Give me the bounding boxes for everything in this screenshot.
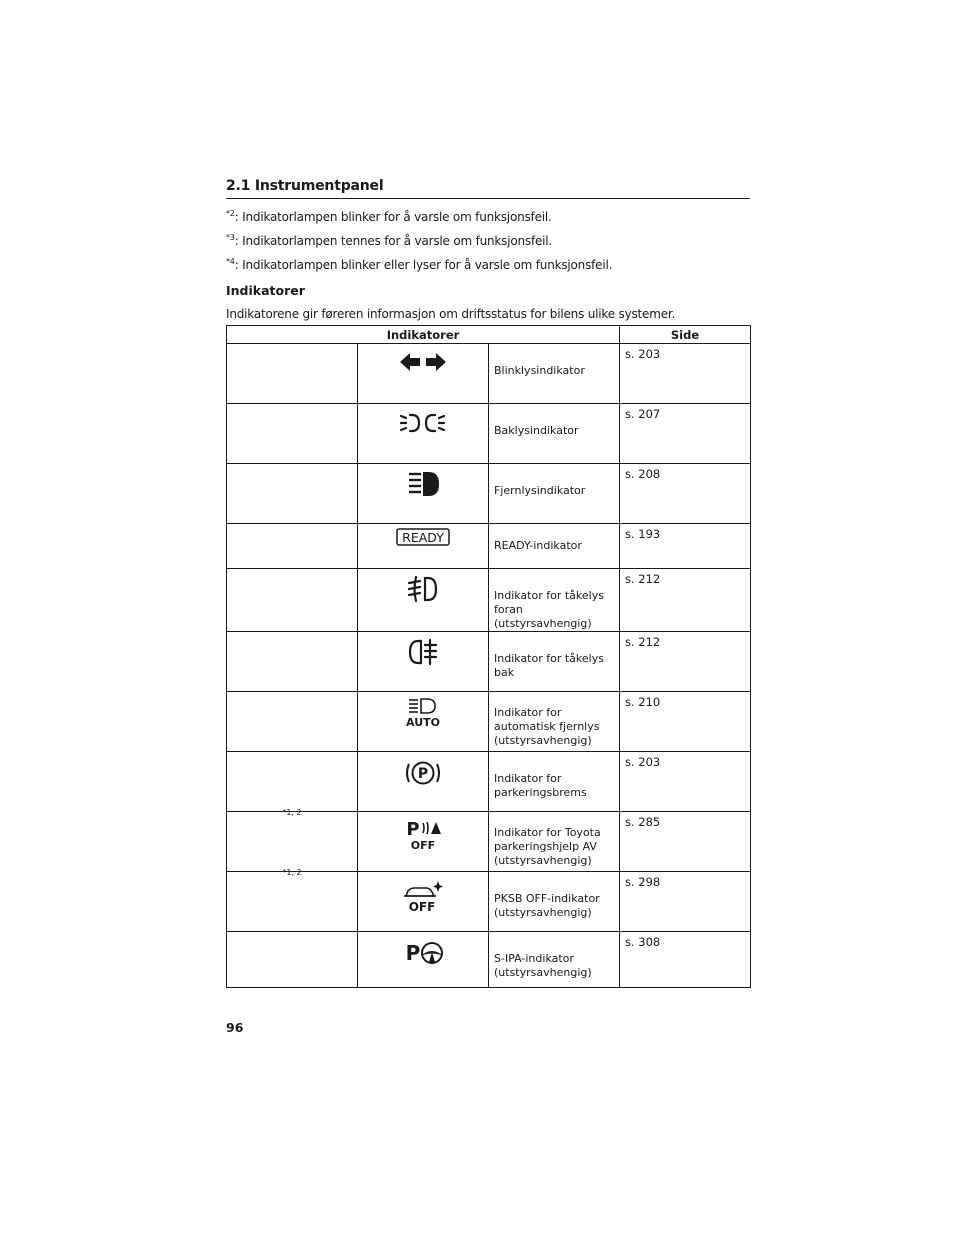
front-fog-light-icon [403, 575, 443, 603]
row-page: s. 203 [620, 344, 751, 404]
row-page: s. 208 [620, 464, 751, 524]
row-mark [227, 404, 358, 464]
footnote-4 [226, 257, 612, 272]
s-ipa-icon-letter: P [405, 941, 421, 965]
rear-fog-light-icon [403, 638, 443, 666]
row-page: s. 203 [620, 752, 751, 812]
row-mark [227, 464, 358, 524]
table-row [227, 872, 751, 932]
footnote-mark: *4 [226, 257, 235, 266]
table-row [227, 752, 751, 812]
tail-light-icon [398, 410, 448, 436]
auto-high-beam-icon [403, 698, 443, 728]
ready-icon-text: READY [402, 530, 444, 545]
indicators-table [226, 325, 751, 988]
row-description: Indikator for tåkelys bak [489, 632, 620, 692]
row-mark [227, 524, 358, 569]
row-mark [227, 344, 358, 404]
footnote-3 [226, 233, 552, 248]
row-page: s. 298 [620, 872, 751, 932]
table-row [227, 692, 751, 752]
s-ipa-icon [401, 938, 445, 968]
table-row [227, 932, 751, 988]
footnote-2 [226, 209, 552, 224]
footnote-mark: *3 [226, 233, 235, 242]
turn-signal-icon [398, 350, 448, 374]
row-page: s. 212 [620, 632, 751, 692]
row-page: s. 308 [620, 932, 751, 988]
row-description: PKSB OFF-indikator (utstyrsavhengig) [489, 872, 620, 932]
row-page: s. 207 [620, 404, 751, 464]
footnote-mark: *2 [226, 209, 235, 218]
footnote-text: : Indikatorlampen blinker for å varsle om funksjonsfeil. [234, 210, 552, 224]
table-row [227, 812, 751, 872]
row-mark [227, 632, 358, 692]
table-row [227, 404, 751, 464]
table-row [227, 632, 751, 692]
header-page: Side [620, 326, 751, 344]
parking-assist-icon-letter: P [406, 819, 420, 840]
table-header-row [227, 326, 751, 344]
row-mark: *1, 2 [227, 812, 358, 872]
pksb-off-icon [400, 878, 446, 914]
row-description: Indikator for parkeringsbrems [489, 752, 620, 812]
header-indicators: Indikatorer [227, 326, 620, 344]
indicators-intro: Indikatorene gir føreren informasjon om driftsstatus for bilens ulike systemer. [226, 307, 676, 321]
row-mark [227, 692, 358, 752]
row-mark [227, 752, 358, 812]
section-title: 2.1 Instrumentpanel [226, 178, 750, 199]
row-mark [227, 569, 358, 632]
row-page: s. 285 [620, 812, 751, 872]
row-page: s. 212 [620, 569, 751, 632]
table-row [227, 464, 751, 524]
row-description: Baklysindikator [489, 404, 620, 464]
row-description: Indikator for tåkelys foran (utstyrsavhengig) [489, 569, 620, 632]
row-description: Indikator for automatisk fjernlys (utstyrsavhengig) [489, 692, 620, 752]
row-description: Indikator for Toyota parkeringshjelp AV (utstyrsavhengig) [489, 812, 620, 872]
row-page: s. 210 [620, 692, 751, 752]
footnote-text: : Indikatorlampen blinker eller lyser for å varsle om funksjonsfeil. [234, 258, 613, 272]
table-row [227, 569, 751, 632]
parking-assist-off-icon [401, 818, 445, 852]
row-description: READY-indikator [489, 524, 620, 569]
parking-assist-icon-off: OFF [410, 839, 436, 852]
row-mark: *1, 2 [227, 872, 358, 932]
row-description: S-IPA-indikator (utstyrsavhengig) [489, 932, 620, 988]
table-row [227, 524, 751, 569]
auto-icon-text: AUTO [406, 716, 440, 728]
row-description: Fjernlysindikator [489, 464, 620, 524]
page-number: 96 [226, 1020, 244, 1035]
row-mark [227, 932, 358, 988]
table-row [227, 344, 751, 404]
pksb-icon-off: OFF [408, 900, 436, 914]
indicators-heading: Indikatorer [226, 283, 305, 298]
high-beam-icon [401, 470, 445, 498]
row-description: Blinklysindikator [489, 344, 620, 404]
parking-brake-icon [403, 758, 443, 788]
row-page: s. 193 [620, 524, 751, 569]
footnote-text: : Indikatorlampen tennes for å varsle om funksjonsfeil. [234, 234, 553, 248]
parking-brake-icon-text: P [417, 766, 429, 782]
ready-icon [396, 528, 450, 546]
